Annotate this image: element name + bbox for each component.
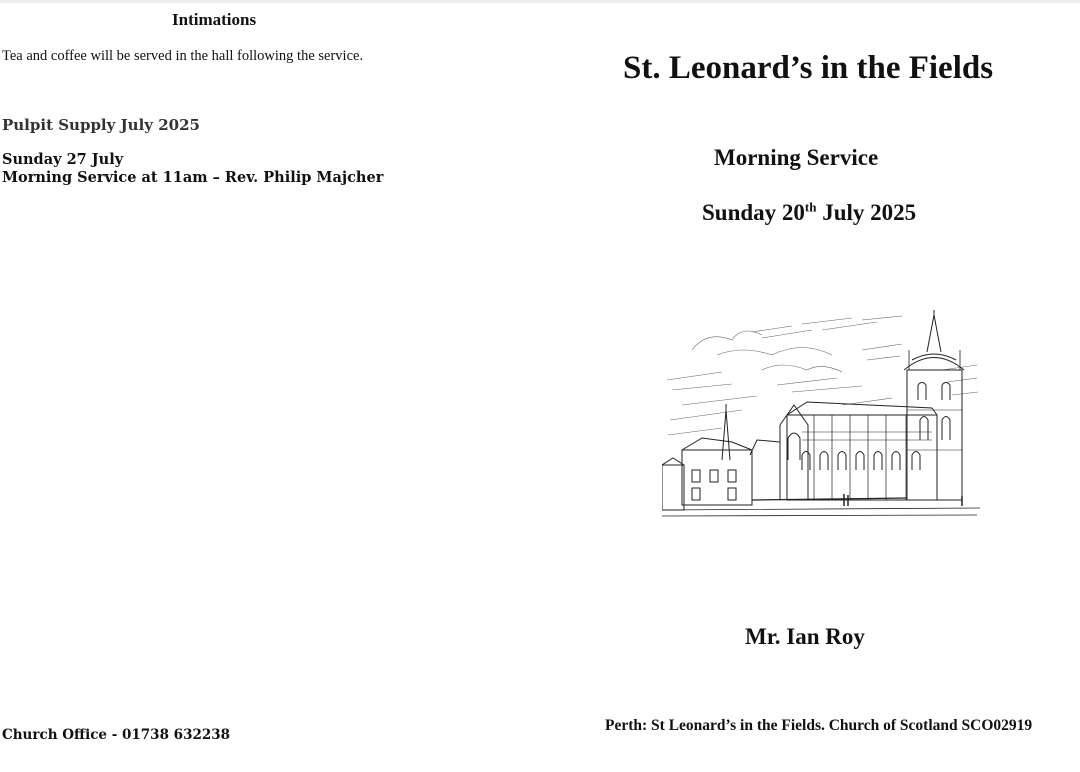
pulpit-supply-heading: Pulpit Supply July 2025 — [2, 116, 200, 134]
tower-spire — [927, 315, 941, 352]
pulpit-supply-detail: Morning Service at 11am – Rev. Philip Majcher — [2, 169, 384, 186]
sky-hatching — [667, 316, 978, 435]
service-date-suffix: th — [804, 199, 817, 215]
top-border — [0, 0, 1080, 3]
church-office-contact: Church Office - 01738 632238 — [2, 727, 231, 743]
service-date-rest: July 2025 — [816, 200, 917, 225]
ground-line — [662, 508, 980, 516]
church-footer-line: Perth: St Leonard’s in the Fields. Church of Scotland SCO02919 — [605, 717, 1033, 734]
service-date — [702, 200, 916, 226]
preacher-name: Mr. Ian Roy — [745, 624, 865, 649]
left-spire — [722, 410, 730, 460]
tower — [907, 370, 962, 500]
intimations-text: Tea and coffee will be served in the hall following the service. — [2, 48, 364, 64]
intimations-heading: Intimations — [172, 10, 257, 29]
service-date-prefix: Sunday 20 — [702, 200, 805, 225]
nave-windows — [802, 432, 932, 470]
church-name-title: St. Leonard’s in the Fields — [623, 50, 994, 86]
pulpit-supply-date: Sunday 27 July — [2, 151, 124, 168]
service-title: Morning Service — [714, 145, 879, 170]
church-illustration — [662, 310, 980, 532]
